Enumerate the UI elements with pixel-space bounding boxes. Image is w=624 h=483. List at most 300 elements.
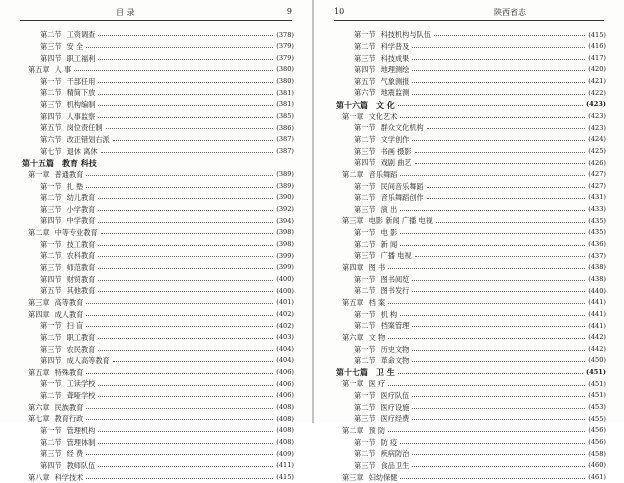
toc-entry-title: 扫 盲 <box>66 321 84 331</box>
toc-entry-page: (423) <box>585 100 606 109</box>
toc-entry-number: 第五章 <box>28 65 50 75</box>
toc-entry-number: 第四节 <box>354 65 376 75</box>
toc-entry-page: (380) <box>276 65 294 74</box>
toc-entry-number: 第六章 <box>28 402 50 412</box>
toc-entry-title: 图书阅览 <box>380 274 410 284</box>
dot-leader <box>412 361 585 362</box>
toc-entry-title: 广播 电视 <box>380 251 412 261</box>
toc-entry-title: 书画 摄影 <box>380 146 412 156</box>
dot-leader <box>98 59 273 60</box>
toc-entry-number: 第七章 <box>28 414 50 424</box>
toc-section-entry <box>336 320 606 332</box>
toc-entry-page: (400) <box>276 286 294 295</box>
toc-part-heading <box>336 99 606 111</box>
dot-leader <box>400 443 585 444</box>
toc-entry-title: 演 出 <box>380 204 398 214</box>
toc-entry-number: 第五节 <box>354 76 376 86</box>
dot-leader <box>98 291 273 292</box>
toc-entry-title: 中学教育 <box>66 216 96 226</box>
toc-section-entry <box>336 29 606 41</box>
toc-entry-number: 第一节 <box>354 181 376 191</box>
toc-entry-number: 第五章 <box>28 367 50 377</box>
dot-leader <box>412 140 585 141</box>
toc-entry-page: (406) <box>276 391 294 400</box>
toc-entry-title: 图书发行 <box>380 286 410 296</box>
toc-section-entry <box>22 425 294 437</box>
toc-entry-title: 成人高等教育 <box>66 356 110 366</box>
toc-section-entry <box>336 239 606 251</box>
toc-section-entry <box>22 29 294 41</box>
toc-entry-page: (385) <box>276 112 294 120</box>
toc-entry-page: (451) <box>585 368 606 377</box>
toc-entry-number: 第一节 <box>40 181 62 191</box>
toc-entry-title: 医疗队伍 <box>380 391 410 401</box>
dot-leader <box>86 303 273 304</box>
toc-entry-page: (399) <box>276 251 294 260</box>
toc-entry-title: 戏剧 曲艺 <box>380 158 412 168</box>
toc-entry-title: 机 构 <box>380 309 398 319</box>
toc-entry-page: (381) <box>276 88 294 97</box>
toc-entry-page: (421) <box>588 77 606 86</box>
toc-entry-title: 医 疗 <box>368 379 386 389</box>
dot-leader <box>398 373 583 374</box>
dot-leader <box>98 82 273 83</box>
toc-entry-page: (409) <box>276 449 294 458</box>
running-title: 目 录 <box>116 8 135 17</box>
toc-entry-title: 疾病防治 <box>380 449 410 459</box>
toc-section-entry <box>336 250 606 262</box>
toc-entry-number: 第一节 <box>354 344 376 354</box>
toc-entry-page: (461) <box>588 472 606 481</box>
toc-section-entry <box>336 41 606 53</box>
toc-chapter-entry <box>22 227 294 239</box>
toc-entry-number: 第二节 <box>354 134 376 144</box>
toc-entry-page: (441) <box>588 298 606 307</box>
toc-entry-title: 教师队伍 <box>66 460 96 470</box>
toc-section-entry <box>336 52 606 64</box>
toc-entry-number: 第三节 <box>354 204 376 214</box>
toc-entry-title: 人 事 <box>54 65 72 75</box>
toc-section-entry <box>336 192 606 204</box>
dot-leader <box>400 210 585 211</box>
toc-section-entry <box>336 448 606 460</box>
toc-entry-title: 安 全 <box>66 41 84 51</box>
toc-section-entry <box>22 180 294 192</box>
toc-section-entry <box>336 460 606 472</box>
toc-chapter-entry <box>22 402 294 414</box>
toc-entry-page: (406) <box>276 379 294 388</box>
toc-entry-page: (401) <box>276 298 294 307</box>
toc-entry-title: 音乐舞蹈 <box>368 169 398 179</box>
toc-entry-number: 第四节 <box>40 356 62 366</box>
toc-entry-title: 电影 新闻 广播 电视 <box>368 216 433 226</box>
toc-entry-number: 第三章 <box>28 297 50 307</box>
toc-entry-page: (406) <box>276 368 294 377</box>
dot-leader <box>86 47 273 48</box>
toc-entry-number: 第一节 <box>354 437 376 447</box>
right-page <box>314 0 624 482</box>
toc-entry-title: 防 疫 <box>380 437 398 447</box>
dot-leader <box>86 478 273 479</box>
toc-entry-page: (425) <box>588 146 606 155</box>
dot-leader <box>86 326 273 327</box>
toc-entry-number: 第一节 <box>354 274 376 284</box>
toc-entry-title: 卫 生 <box>376 367 395 378</box>
toc-entry-number: 第八章 <box>28 472 50 482</box>
toc-entry-page: (392) <box>276 205 294 214</box>
toc-entry-number: 第三节 <box>354 53 376 63</box>
dot-leader <box>86 187 273 188</box>
toc-entry-page: (379) <box>276 53 294 62</box>
toc-part-heading <box>336 367 606 379</box>
toc-section-entry <box>22 215 294 227</box>
toc-entry-number: 第二节 <box>40 193 62 203</box>
toc-entry-title: 地理测绘 <box>380 65 410 75</box>
dot-leader <box>400 245 585 246</box>
toc-entry-number: 第二节 <box>354 321 376 331</box>
toc-section-entry <box>22 76 294 88</box>
toc-entry-number: 第三节 <box>40 41 62 51</box>
toc-entry-page: (402) <box>276 309 294 318</box>
left-page <box>0 0 312 482</box>
toc-entry-title: 医疗设施 <box>380 402 410 412</box>
toc-entry-number: 第三节 <box>40 344 62 354</box>
dot-leader <box>86 315 273 316</box>
dot-leader <box>412 396 585 397</box>
toc-chapter-entry <box>22 308 294 320</box>
dot-leader <box>98 35 273 36</box>
toc-entry-number: 第三节 <box>40 263 62 273</box>
toc-entry-page: (387) <box>276 135 294 144</box>
toc-entry-page: (380) <box>276 77 294 86</box>
toc-chapter-entry <box>336 297 606 309</box>
toc-entry-title: 妇幼保健 <box>368 472 398 482</box>
dot-leader <box>98 245 273 246</box>
toc-entry-number: 第二节 <box>40 251 62 261</box>
toc-entry-title: 文 化 <box>376 99 395 110</box>
toc-section-entry <box>336 402 606 414</box>
toc-entry-title: 成人教育 <box>54 309 84 319</box>
toc-entry-page: (387) <box>276 146 294 155</box>
toc-section-entry <box>336 227 606 239</box>
toc-part-heading <box>22 157 294 169</box>
dot-leader <box>98 385 273 386</box>
toc-entry-title: 退休 离休 <box>66 146 98 156</box>
page-number: 9 <box>286 7 292 16</box>
toc-entry-page: (441) <box>588 309 606 318</box>
toc-section-entry <box>22 343 294 355</box>
toc-section-entry <box>22 122 294 134</box>
toc-section-entry <box>22 460 294 472</box>
dot-leader <box>98 105 273 106</box>
toc-entry-title: 幼儿教育 <box>66 193 96 203</box>
toc-chapter-entry <box>22 297 294 309</box>
toc-entry-page: (438) <box>588 274 606 283</box>
page-number: 10 <box>334 7 345 16</box>
dot-leader <box>98 210 273 211</box>
toc-section-entry <box>22 332 294 344</box>
toc-entry-page: (378) <box>276 30 294 39</box>
toc-entry-page: (442) <box>588 333 606 342</box>
toc-entry-number: 第四章 <box>342 263 364 273</box>
toc-entry-number: 第三节 <box>40 449 62 459</box>
toc-section-entry <box>22 436 294 448</box>
toc-entry-number: 第三章 <box>342 216 364 226</box>
toc-entry-page: (441) <box>588 321 606 330</box>
dot-leader <box>86 419 273 420</box>
toc-section-entry <box>22 99 294 111</box>
toc-entry-number: 第一节 <box>354 123 376 133</box>
dot-leader <box>412 280 585 281</box>
toc-entry-number: 第二节 <box>40 30 62 40</box>
toc-entry-page: (398) <box>276 228 294 237</box>
toc-entry-title: 档 案 <box>368 297 386 307</box>
toc-section-entry <box>22 134 294 146</box>
toc-section-entry <box>336 204 606 216</box>
dot-leader <box>412 408 585 409</box>
toc-entry-title: 高等教育 <box>54 297 84 307</box>
toc-section-entry <box>336 157 606 169</box>
dot-leader <box>412 326 585 327</box>
dot-leader <box>98 256 273 257</box>
toc-entry-title: 教育 科技 <box>62 157 97 168</box>
dot-leader <box>400 315 585 316</box>
toc-entry-title: 岗位责任制 <box>66 123 103 133</box>
dot-leader <box>388 385 585 386</box>
toc-entry-title: 档案管理 <box>380 321 410 331</box>
dot-leader <box>400 117 585 118</box>
toc-section-entry <box>22 250 294 262</box>
dot-leader <box>98 338 273 339</box>
dot-leader <box>412 350 585 351</box>
toc-entry-number: 第二节 <box>354 239 376 249</box>
dot-leader <box>388 268 585 269</box>
dot-leader <box>427 128 586 129</box>
toc-entry-number: 第六节 <box>40 134 62 144</box>
toc-entry-number: 第一节 <box>354 309 376 319</box>
toc-entry-page: (423) <box>588 123 606 132</box>
toc-entry-title: 改正错划右派 <box>66 134 110 144</box>
toc-section-entry <box>336 343 606 355</box>
dot-leader <box>400 478 585 479</box>
toc-entry-number: 第二章 <box>28 228 50 238</box>
dot-leader <box>412 47 585 48</box>
toc-entry-number: 第六节 <box>354 88 376 98</box>
toc-section-entry <box>336 145 606 157</box>
toc-chapter-entry <box>22 64 294 76</box>
toc-section-entry <box>336 273 606 285</box>
toc-entry-number: 第三节 <box>354 146 376 156</box>
toc-entry-title: 图 书 <box>368 263 386 273</box>
toc-section-entry <box>336 76 606 88</box>
toc-entry-title: 食品卫生 <box>380 460 410 470</box>
toc-section-entry <box>22 145 294 157</box>
toc-entry-page: (408) <box>276 437 294 446</box>
toc-entry-page: (435) <box>588 228 606 237</box>
toc-chapter-entry <box>22 367 294 379</box>
dot-leader <box>388 431 585 432</box>
toc-entry-page: (404) <box>276 344 294 353</box>
toc-entry-page: (386) <box>276 123 294 132</box>
toc-entry-title: 小学教育 <box>66 204 96 214</box>
dot-leader <box>98 396 273 397</box>
toc-entry-number: 第三章 <box>342 472 364 482</box>
toc-list <box>22 29 294 483</box>
toc-entry-number: 第五节 <box>40 123 62 133</box>
toc-entry-page: (402) <box>276 321 294 330</box>
toc-chapter-entry <box>336 262 606 274</box>
toc-entry-number: 第一节 <box>354 391 376 401</box>
toc-entry-title: 地震监测 <box>380 88 410 98</box>
toc-entry-number: 第五章 <box>342 297 364 307</box>
toc-section-entry <box>22 390 294 402</box>
toc-section-entry <box>22 355 294 367</box>
toc-entry-page: (390) <box>276 193 294 202</box>
toc-entry-title: 科技机构与队伍 <box>380 30 431 40</box>
toc-entry-number: 第六章 <box>342 332 364 342</box>
dot-leader <box>98 443 273 444</box>
toc-entry-page: (440) <box>588 286 606 295</box>
toc-entry-title: 机构编制 <box>66 100 96 110</box>
dot-leader <box>86 175 273 176</box>
dot-leader <box>98 117 273 118</box>
toc-entry-page: (451) <box>588 379 606 388</box>
toc-chapter-entry <box>22 413 294 425</box>
toc-entry-page: (420) <box>588 65 606 74</box>
dot-leader <box>434 35 585 36</box>
toc-entry-number: 第四节 <box>40 111 62 121</box>
toc-entry-page: (451) <box>588 391 606 400</box>
dot-leader <box>436 222 585 223</box>
dot-leader <box>388 338 585 339</box>
toc-entry-page: (460) <box>588 461 606 470</box>
toc-chapter-entry <box>336 332 606 344</box>
toc-entry-number: 第二节 <box>40 391 62 401</box>
toc-entry-number: 第一节 <box>40 426 62 435</box>
toc-section-entry <box>336 355 606 367</box>
toc-entry-page: (450) <box>588 356 606 365</box>
toc-section-entry <box>22 320 294 332</box>
toc-entry-page: (408) <box>276 403 294 412</box>
toc-section-entry <box>22 52 294 64</box>
toc-section-entry <box>336 134 606 146</box>
toc-entry-page: (415) <box>588 30 606 39</box>
dot-leader <box>400 233 585 234</box>
toc-entry-page: (389) <box>276 181 294 190</box>
toc-entry-page: (455) <box>588 414 606 423</box>
toc-section-entry <box>336 413 606 425</box>
toc-section-entry <box>336 308 606 320</box>
toc-entry-number: 第一节 <box>354 228 376 238</box>
toc-entry-number: 第四章 <box>28 309 50 319</box>
toc-entry-title: 气象测报 <box>380 76 410 86</box>
toc-section-entry <box>336 87 606 99</box>
toc-entry-number: 第二节 <box>40 88 62 98</box>
toc-entry-page: (426) <box>588 158 606 167</box>
toc-entry-title: 职工教育 <box>66 332 96 342</box>
toc-entry-number: 第二节 <box>40 437 62 447</box>
toc-entry-number: 第二节 <box>354 286 376 296</box>
dot-leader <box>415 256 586 257</box>
dot-leader <box>113 361 274 362</box>
dot-leader <box>427 187 586 188</box>
dot-leader <box>101 233 274 234</box>
right-page-header <box>334 6 604 21</box>
toc-entry-page: (398) <box>276 240 294 249</box>
toc-section-entry <box>22 41 294 53</box>
toc-entry-title: 革命文物 <box>380 356 410 366</box>
dot-leader <box>398 105 583 106</box>
toc-entry-page: (438) <box>588 263 606 272</box>
toc-entry-page: (423) <box>588 112 606 120</box>
toc-entry-number: 第二节 <box>354 41 376 51</box>
dot-leader <box>98 94 273 95</box>
toc-entry-number: 第二节 <box>354 402 376 412</box>
toc-chapter-entry <box>336 169 606 181</box>
toc-entry-title: 经 费 <box>66 449 84 459</box>
toc-entry-page: (427) <box>588 181 606 190</box>
dot-leader <box>412 59 585 60</box>
toc-entry-number: 第二节 <box>40 332 62 342</box>
toc-entry-page: (381) <box>276 100 294 109</box>
toc-entry-page: (389) <box>276 170 294 179</box>
toc-entry-page: (415) <box>276 472 294 481</box>
toc-section-entry <box>22 448 294 460</box>
toc-entry-number: 第一章 <box>342 111 364 121</box>
dot-leader <box>412 70 585 71</box>
toc-entry-title: 医疗经费 <box>380 414 410 424</box>
toc-section-entry <box>336 122 606 134</box>
toc-entry-title: 音乐舞蹈创作 <box>380 193 424 203</box>
toc-entry-title: 干部任用 <box>66 76 96 86</box>
toc-entry-number: 第十五篇 <box>22 157 54 168</box>
toc-entry-number: 第一节 <box>40 76 62 86</box>
toc-entry-page: (442) <box>588 344 606 353</box>
toc-entry-title: 工资调查 <box>66 30 96 40</box>
toc-entry-title: 群众文化机构 <box>380 123 424 133</box>
toc-chapter-entry <box>336 215 606 227</box>
toc-entry-page: (404) <box>276 356 294 365</box>
toc-entry-title: 电 影 <box>380 228 398 238</box>
toc-section-entry <box>22 204 294 216</box>
toc-entry-number: 第一章 <box>28 169 50 179</box>
toc-entry-title: 中等专业教育 <box>54 228 98 238</box>
toc-entry-page: (436) <box>588 240 606 249</box>
toc-entry-page: (400) <box>276 274 294 283</box>
toc-entry-page: (456) <box>588 426 606 435</box>
dot-leader <box>412 466 585 467</box>
toc-entry-title: 财贸教育 <box>66 274 96 284</box>
dot-leader <box>415 163 586 164</box>
toc-entry-number: 第三节 <box>354 414 376 424</box>
toc-entry-number: 第一章 <box>342 379 364 389</box>
toc-entry-title: 预 防 <box>368 426 386 435</box>
toc-entry-title: 其他教育 <box>66 286 96 296</box>
toc-section-entry <box>22 239 294 251</box>
toc-entry-title: 聋哑学校 <box>66 391 96 401</box>
toc-entry-title: 教育行政 <box>54 414 84 424</box>
toc-entry-title: 职工福利 <box>66 53 96 63</box>
toc-list <box>336 29 606 483</box>
toc-entry-title: 扎 塾 <box>66 181 84 191</box>
toc-entry-title: 民间音乐舞蹈 <box>380 181 424 191</box>
dot-leader <box>98 222 273 223</box>
toc-section-entry <box>336 64 606 76</box>
dot-leader <box>74 70 273 71</box>
toc-entry-number: 第四节 <box>354 158 376 168</box>
dot-leader <box>106 128 274 129</box>
toc-chapter-entry <box>336 425 606 437</box>
